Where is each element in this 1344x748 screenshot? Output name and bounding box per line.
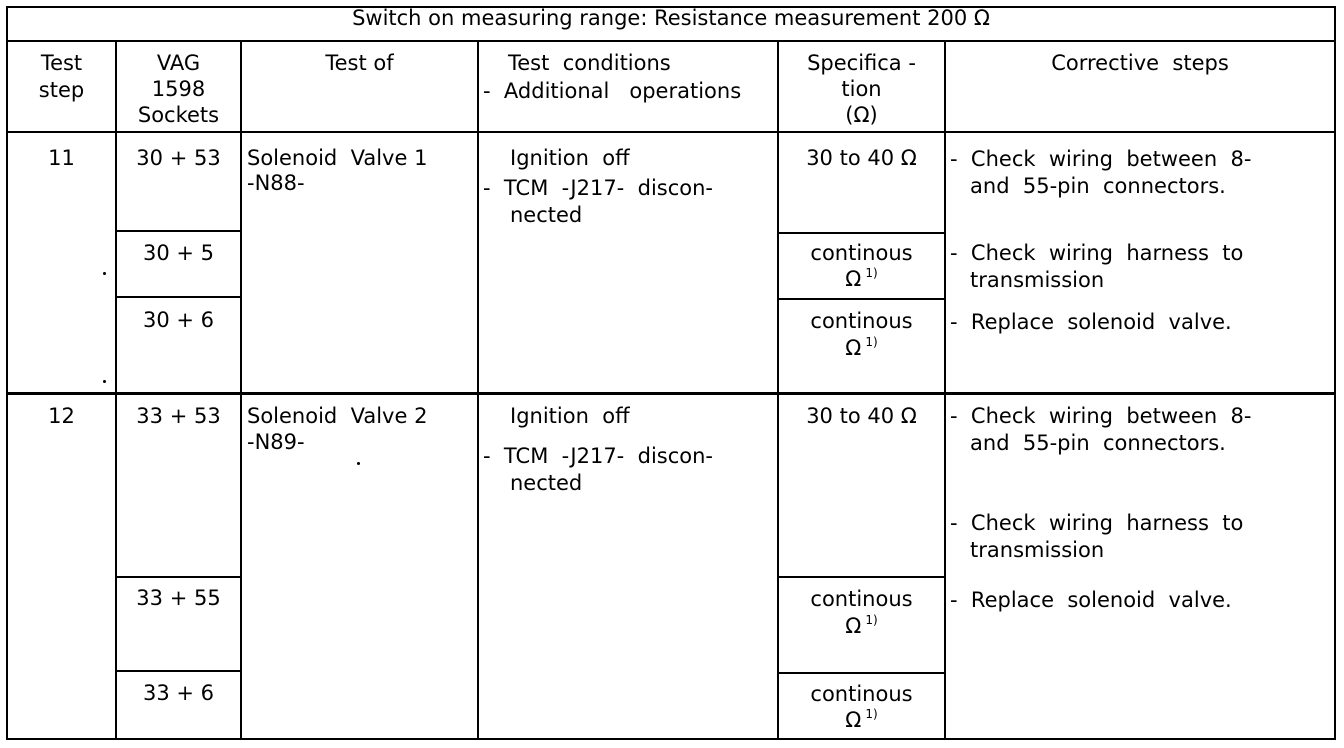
banner-divider xyxy=(6,40,1336,42)
socket-row-divider xyxy=(115,230,242,232)
spec-row-divider xyxy=(777,672,946,674)
column-divider xyxy=(944,40,946,740)
socket-pair: 33 + 53 xyxy=(136,404,221,428)
footnote-ref: 1) xyxy=(865,266,878,280)
footnote-ref: 1) xyxy=(865,613,878,627)
spec-value: 30 to 40 Ω xyxy=(806,404,917,428)
test-step-number: 12 xyxy=(48,404,75,428)
scan-speck xyxy=(103,380,106,383)
scan-speck xyxy=(357,462,360,465)
socket-pair: 33 + 55 xyxy=(136,586,221,610)
header-test-of: Test of xyxy=(325,51,394,75)
spec-row-divider xyxy=(777,576,946,578)
spec-row-divider xyxy=(777,232,946,234)
socket-pair: 30 + 53 xyxy=(136,146,221,170)
table-bottom-border xyxy=(6,738,1336,740)
footnote-ref: 1) xyxy=(865,335,878,349)
resistance-test-table: Switch on measuring range: Resistance measurement 200 Ω Test step VAG 1598 Sockets Test of Test conditions - Additional operations Specifica - tion (Ω) Corrective steps 11 30 + 53 30 + 5 30 + 6 Solenoid Valve 1 -N88- Ignition off - TCM -J217- discon- nected 30 to 40 Ω continous Ω $^{1)}$ continous Ω $^{1)}$ - Check wiring between 8- and 55-pin connectors. - Check wiring harness to transmission - Replace solenoid valve. 12 33 + 53 33 + 55 33 + 6 Solenoid Valve 2 -N89- Ignition off - TCM -J217- discon- nected 30 to 40 Ω continous Ω $^{1)}$ continous Ω $^{1)}$ - Check wiring between 8- and 55-pin connectors. - Check wiring harness to transmission - Replace solenoid valve. xyxy=(0,0,1344,748)
header-corrective-steps: Corrective steps xyxy=(1051,51,1229,75)
footnote-ref: 1) xyxy=(865,707,878,721)
spec-row-divider xyxy=(777,298,946,300)
column-divider xyxy=(240,40,242,740)
socket-row-divider xyxy=(115,670,242,672)
socket-row-divider xyxy=(115,296,242,298)
socket-pair: 30 + 5 xyxy=(142,241,215,265)
row-divider xyxy=(6,392,1336,395)
measuring-range-banner: Switch on measuring range: Resistance measurement 200 Ω xyxy=(352,6,990,30)
table-left-border xyxy=(6,6,8,740)
scan-speck xyxy=(103,272,106,275)
socket-pair: 30 + 6 xyxy=(142,308,215,332)
test-step-number: 11 xyxy=(48,146,75,170)
socket-row-divider xyxy=(115,576,242,578)
socket-pair: 33 + 6 xyxy=(142,681,215,705)
spec-value: 30 to 40 Ω xyxy=(806,146,917,170)
column-divider xyxy=(477,40,479,740)
table-right-border xyxy=(1334,6,1336,740)
header-divider xyxy=(6,131,1336,133)
